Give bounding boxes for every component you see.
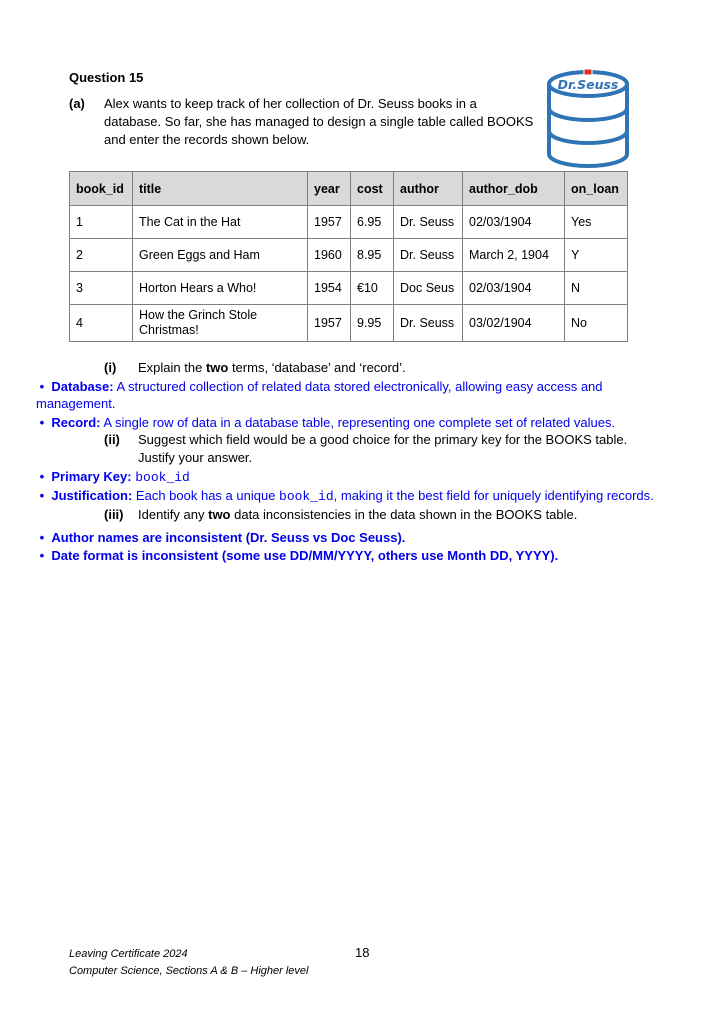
header-on-loan: on_loan — [565, 172, 628, 206]
sub-i-text: Explain the two terms, ‘database’ and ‘record’. — [138, 360, 406, 375]
question-title: Question 15 — [69, 70, 144, 85]
footer-line-1: Leaving Certificate 2024 — [69, 948, 188, 960]
cell-author: Dr. Seuss — [394, 206, 463, 239]
cell-author: Doc Seus — [394, 272, 463, 305]
header-author: author — [394, 172, 463, 206]
answer-record: • Record: A single row of data in a database table, representing one complete set of related values. — [36, 415, 616, 430]
cell-cost: €10 — [351, 272, 394, 305]
cell-book-id: 2 — [70, 239, 133, 272]
cell-title: Green Eggs and Ham — [133, 239, 308, 272]
table-row — [70, 206, 628, 239]
cell-on-loan: No — [565, 305, 628, 342]
hat-icon — [584, 69, 592, 75]
footer-line-2: Computer Science, Sections A & B – Higher level — [69, 965, 309, 977]
part-a-label: (a) — [69, 96, 85, 111]
database-band-1 — [549, 108, 627, 120]
part-a-text: Alex wants to keep track of her collection of Dr. Seuss books in a database. So far, she has managed to design a single table called BOOKS and enter the records shown below. — [104, 96, 534, 147]
database-icon — [544, 68, 632, 172]
answer-primary-key: • Primary Key: book_id — [36, 469, 190, 485]
cell-cost: 8.95 — [351, 239, 394, 272]
cell-book-id: 1 — [70, 206, 133, 239]
page-number: 18 — [355, 945, 370, 960]
header-title: title — [133, 172, 308, 206]
table-row — [70, 272, 628, 305]
sub-ii-line1: Suggest which field would be a good choice for the primary key for the BOOKS table. — [138, 432, 628, 447]
cell-author: Dr. Seuss — [394, 239, 463, 272]
sub-iii-label: (iii) — [104, 507, 124, 522]
answer-inconsistency-1: • Author names are inconsistent (Dr. Seuss vs Doc Seuss). — [36, 530, 406, 545]
header-year: year — [308, 172, 351, 206]
cell-year: 1960 — [308, 239, 351, 272]
header-book-id: book_id — [70, 172, 133, 206]
answer-inconsistency-2: • Date format is inconsistent (some use DD/MM/YYYY, others use Month DD, YYYY). — [36, 548, 559, 563]
header-author-dob: author_dob — [463, 172, 565, 206]
cell-year: 1957 — [308, 305, 351, 342]
cell-book-id: 3 — [70, 272, 133, 305]
cell-on-loan: Y — [565, 239, 628, 272]
cell-author-dob: 03/02/1904 — [463, 305, 565, 342]
cell-on-loan: N — [565, 272, 628, 305]
table-header-row — [70, 172, 628, 206]
cell-author-dob: March 2, 1904 — [463, 239, 565, 272]
table-row — [70, 305, 628, 342]
sub-ii-label: (ii) — [104, 432, 120, 447]
sub-ii-line2: Justify your answer. — [138, 450, 253, 465]
cell-book-id: 4 — [70, 305, 133, 342]
cell-title: Horton Hears a Who! — [133, 272, 308, 305]
cell-author-dob: 02/03/1904 — [463, 272, 565, 305]
footer-exam-info — [69, 946, 308, 980]
answer-database: • Database: A structured collection of related data stored electronically, allowing easy access and management. — [36, 379, 603, 411]
header-cost: cost — [351, 172, 394, 206]
sub-i-label: (i) — [104, 360, 117, 375]
cell-title: How the Grinch Stole Christmas! — [133, 305, 308, 342]
books-table — [69, 171, 628, 342]
cell-cost: 6.95 — [351, 206, 394, 239]
sub-iii-text: Identify any two data inconsistencies in the data shown in the BOOKS table. — [138, 507, 578, 522]
cell-year: 1954 — [308, 272, 351, 305]
cell-on-loan: Yes — [565, 206, 628, 239]
logo-text: Dr.Seuss — [557, 77, 619, 92]
cell-year: 1957 — [308, 206, 351, 239]
answer-justification: • Justification: Each book has a unique book_id, making it the best field for uniquely identifying records. — [36, 488, 654, 504]
database-band-2 — [549, 131, 627, 143]
cell-author: Dr. Seuss — [394, 305, 463, 342]
cell-author-dob: 02/03/1904 — [463, 206, 565, 239]
cell-title: The Cat in the Hat — [133, 206, 308, 239]
table-row — [70, 239, 628, 272]
cell-cost: 9.95 — [351, 305, 394, 342]
